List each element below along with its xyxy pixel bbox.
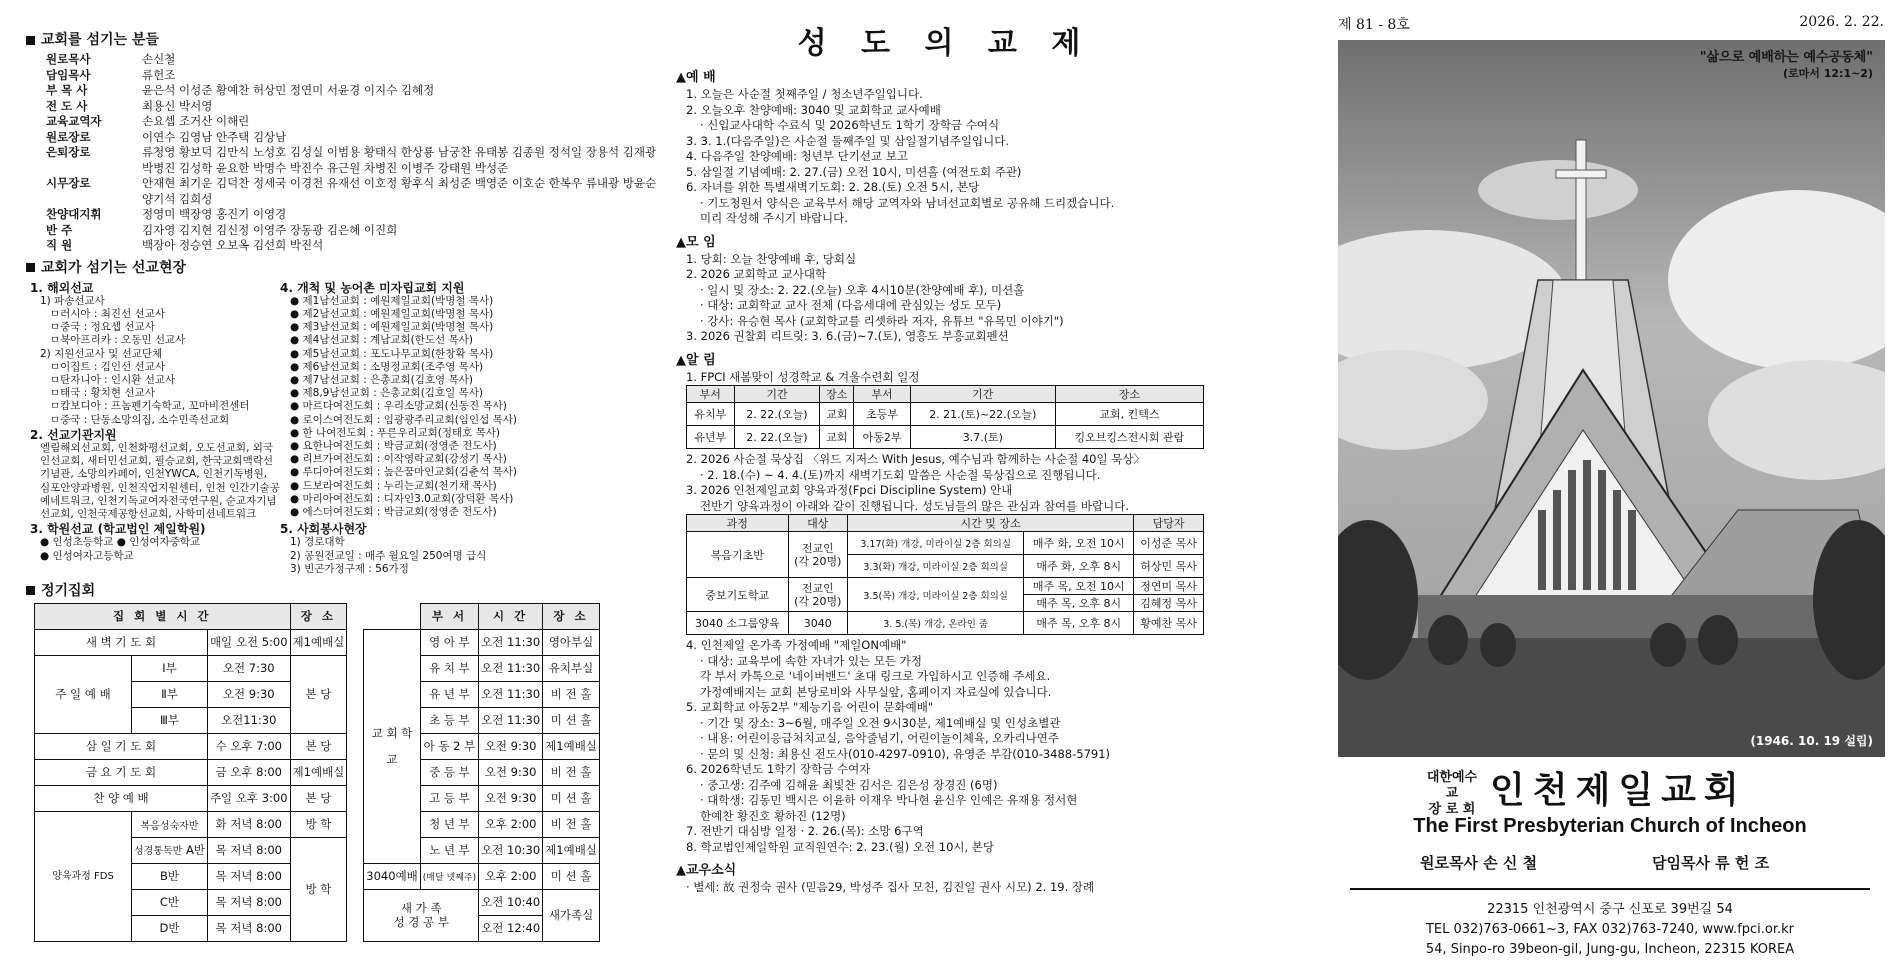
course-name: 중보기도학교: [687, 578, 789, 612]
table-row: [687, 532, 1204, 555]
table-row: [687, 403, 1204, 426]
course-leader: 이성준 목사: [1134, 532, 1204, 555]
staff-heading: 교회를 섬기는 분들: [26, 29, 660, 49]
table-cell: 3.7.(토): [910, 426, 1055, 449]
list-item: ● 제1남선교회 : 예원제일교회(박명철 목사): [290, 294, 494, 307]
list-item: ● 인성여자고등학교: [40, 549, 134, 562]
list-item: ● 리브가여전도회 : 이작영락교회(강성기 목사): [290, 453, 507, 466]
table-row: [364, 889, 600, 915]
worship-list: [660, 87, 1230, 227]
staff-row: [46, 114, 660, 130]
list-item: ● 제6남선교회 : 소명정교회(조주영 목사): [290, 360, 484, 373]
mission-section: [30, 280, 660, 576]
notice-line: 1. 오늘은 사순절 첫째주일 / 청소년주일입니다.: [686, 87, 923, 101]
list-item: ● 제3남선교회 : 예원제일교회(박명철 목사): [290, 321, 494, 334]
staff-names: 손신철: [142, 52, 176, 66]
dept-place: 제1예배실: [543, 837, 600, 863]
schedule-tables: [34, 603, 660, 942]
dept-time: 오전 11:30: [479, 707, 543, 733]
list-item: ● 제5남선교회 : 포도나무교회(한창확 목사): [290, 347, 494, 360]
dept-time: 오전 10:40: [479, 889, 543, 915]
dept-place: 비 전 홀: [543, 811, 600, 837]
dept-place: 미 션 홀: [543, 707, 600, 733]
school-list: [30, 536, 280, 562]
meeting-list: [660, 252, 1230, 345]
course-start: 3.5(목) 개강, 미라이실 2층 회의실: [847, 578, 1023, 612]
mission-col-1: 1. 해외선교 1) 파송선교사 ㅁ러시아 : 최진선 선교사 ㅁ중국 : 정요셉 선교사 ㅁ북아프리카 : 오동민 선교사 2) 지원선교사 및 선교단체 ㅁ이집트 : 김인선 선교사 ㅁ탄자니아 : 인시환 선교사 ㅁ태국 : 황치현 선교사 ㅁ캄보디아 : 프놈펜기숙학교, 꼬마비전센터 ㅁ중국 : 단동소망의집, 소수민족선교회 2. 선교기관지원 엘림해외선교회, 인천화평선교회, 오도선교회, 외국인선교회, 새터민선교회, 필승교회, 한국교회맥락선기념관, 소망의카페이, 인천YWCA, 인천기독병원, 심포안양과병원, 인천직업지원센터, 인천 인간기술공예네트워크, 인천기독교여자전국연구원, 순교자기념선교회, 인천국제공항선교회, 사학미션네트워크 3. 학원선교 (학교법인 제일학원) ● 인성초등학교 ● 인성여자중학교 ● 인성여자고등학교: [30, 280, 280, 562]
list-item: ● 제4남선교회 : 계남교회(한도선 목사): [290, 334, 473, 347]
church-building-illustration: [1338, 40, 1885, 757]
list-item: ㅁ이집트 : 김인선 선교사: [50, 360, 165, 373]
church-name: 인천제일교회: [1490, 770, 1747, 811]
pastor-emeritus: 원로목사 손 신 철: [1420, 854, 1538, 872]
staff-names: 윤은석 이성준 황예찬 허상민 정연미 서윤경 이지수 김혜정: [142, 83, 435, 97]
list-item: 2) 공원전교일 : 매주 월요일 250여명 급식: [290, 549, 487, 562]
course-name: 복음기초반: [687, 532, 789, 578]
staff-role: 원로장로: [46, 129, 91, 144]
staff-row: [46, 223, 660, 239]
meeting-heading: ▲모 임: [676, 234, 716, 250]
table-row: [364, 629, 600, 655]
staff-role: 은퇴장로: [46, 145, 91, 159]
list-item: ● 제8,9남선교회 : 은총교회(김호일 목사): [290, 387, 483, 400]
notice-heading: ▲알 림: [676, 352, 716, 368]
list-item: ㅁ중국 : 단동소망의집, 소수민족선교회: [50, 413, 230, 426]
list-item: ● 인성초등학교 ● 인성여자중학교: [40, 536, 201, 549]
column-header: 기간: [734, 386, 820, 403]
square-bullet-icon: [26, 263, 35, 272]
staff-role: 담임목사: [46, 67, 91, 82]
church-name-english: The First Presbyterian Church of Incheon: [1413, 815, 1807, 837]
dept-time: 오전 11:30: [479, 655, 543, 681]
dept-time: 오전 12:40: [479, 915, 543, 941]
course-time: 매주 목, 오전 10시: [1024, 578, 1134, 595]
news-heading: ▲교우소식: [676, 863, 737, 878]
table-row: [687, 426, 1204, 449]
staff-names: 김자영 김지현 김신정 이영주 장동광 김은혜 이진희: [142, 222, 398, 237]
dept-place: 영아부실: [543, 629, 600, 655]
staff-role: 원로목사: [46, 52, 91, 66]
camp-schedule-table: [686, 385, 1204, 449]
cover-page: [1330, 0, 1898, 979]
discipleship-table: [686, 514, 1204, 635]
dept-name: 아 동 2 부: [420, 733, 478, 759]
table-cell: 초등부: [854, 403, 911, 426]
course-target: 전교인 (각 20명): [788, 578, 847, 612]
list-item: 1) 경로대학: [290, 536, 345, 549]
dept-name: 영 아 부: [420, 629, 478, 655]
dept-name: 중 등 부: [420, 759, 478, 785]
staff-row: [46, 130, 660, 146]
mission-col-2: 4. 개척 및 농어촌 미자립교회 지원 ● 제1남선교회 : 예원제일교회(박명철 목사) ● 제2남선교회 : 예원제일교회(박명철 목사) ● 제3남선교회 : 예원제일교회(박명철 목사) ● 제4남선교회 : 계남교회(한도선 목사) ● 제5남선교회 : 포도나무교회(한창확 목사) ● 제6남선교회 : 소명정교회(조주영 목사) ● 제7남선교회 : 은총교회(김호영 목사) ● 제8,9남선교회 : 은총교회(김호일 목사) ● 마르다여전도회 : 우리소망교회(신동진 목사) ● 로이스여전도회 : 임광광주리교회(임인섭 목사) ● 한 나여전도회 : 푸른우리교회(정태호 목사) ● 요한나여전도회 : 박금교회(정영준 전도사) ● 리브가여전도회 : 이작영락교회(강성기 목사) ● 루디아여전도회 : 높은꿈마인교회(김춘석 목사) ● 드보라여전도회 : 누리는교회(천기채 목사) ● 마리아여전도회 : 디자인3.0교회(장덕환 목사) ● 에스더여전도회 : 박금교회(정영준 전도사) 5. 사회봉사현장 1) 경로대학 2) 공원전교일 : 매주 월요일 250여명 급식 3) 빈곤가정구제 : 56가정: [280, 280, 620, 576]
table-header-row: [687, 386, 1204, 403]
staff-role: 반 주: [46, 222, 73, 237]
table-row: [364, 863, 600, 889]
course-start: 3. 5.(목) 개강, 온라인 줌: [847, 612, 1023, 635]
staff-row: [46, 52, 660, 68]
notice-line: 전반기 양육과정이 아래와 같이 진행됩니다. 성도님들의 많은 관심과 참여를 바랍니다.: [700, 498, 1130, 513]
notice-line: 6. 자녀를 위한 특별새벽기도회: 2. 28.(토) 오전 5시, 본당: [686, 180, 980, 194]
list-item: ● 에스더여전도회 : 박금교회(정영준 전도사): [290, 505, 497, 518]
dept-time: 오전 10:30: [479, 837, 543, 863]
staff-row: [46, 238, 660, 254]
notice-line: 1. 당회: 오늘 찬양예배 후, 당회실: [686, 251, 857, 266]
staff-role: 찬양대지휘: [46, 207, 102, 221]
list-item: ㅁ태국 : 황치현 선교사: [50, 387, 155, 400]
issue-date: 2026. 2. 22.: [1799, 14, 1884, 30]
list-item: ● 요한나여전도회 : 박금교회(정영준 전도사): [290, 439, 497, 452]
dept-time: 오전 9:30: [479, 733, 543, 759]
dept-name: 3040예배: [364, 863, 420, 889]
list-item: ● 제2남선교회 : 예원제일교회(박명철 목사): [290, 307, 494, 320]
dept-name: 새 가 족 성 경 공 부: [364, 889, 479, 941]
dept-name: 노 년 부: [420, 837, 478, 863]
notice-line: 7. 전반기 대심방 일정 · 2. 26.(목): 소망 6구역: [686, 824, 924, 838]
list-item: ㅁ탄자니아 : 인시환 선교사: [50, 373, 176, 386]
dept-place: 비 전 홀: [543, 759, 600, 785]
course-time: 매주 화, 오후 8시: [1024, 555, 1134, 578]
staff-names: 류청영 황보덕 김만식 노성호 김성실 이범용 황태식 한상룡 남궁찬 유태봉 김종원 정석일 장용석 김재광 박병진 김성학 윤요한 박명수 박진수 유근원 차병진 이병주 강태원 박성준: [142, 145, 657, 175]
dept-time: 오전 11:30: [479, 681, 543, 707]
staff-row: [46, 176, 660, 207]
list-item: ● 루디아여전도회 : 높은꿈마인교회(김춘석 목사): [290, 466, 517, 479]
notice-line: · 대상: 교회학교 교사 전체 (다음세대에 관심있는 성도 모두): [700, 298, 1002, 312]
list-item: ㅁ중국 : 정요셉 선교사: [50, 321, 155, 334]
list-item: ● 한 나여전도회 : 푸른우리교회(정태호 목사): [290, 426, 501, 439]
staff-row: [46, 83, 660, 99]
notice-line: 한예찬 황진호 황하진 (12명): [700, 808, 846, 823]
staff-names: 이연수 김영남 안주택 김상남: [142, 129, 287, 144]
list-item: 3) 빈곤가정구제 : 56가정: [290, 562, 409, 575]
notice-list-2: [660, 452, 1230, 514]
notice-line: · 문의 및 신청: 최용신 전도사(010-4297-0910), 유영준 부감(010-3488-5791): [700, 746, 1111, 761]
notice-line: 6. 2026학년도 1학기 장학금 수여자: [686, 762, 871, 776]
notice-line: 미리 작성해 주시기 바랍니다.: [700, 211, 848, 225]
course-start: 3.17(화) 개강, 미라이실 2층 회의실: [847, 532, 1023, 555]
dept-place: 유치부실: [543, 655, 600, 681]
notice-line: 2. 2026 사순절 묵상집 〈위드 지저스 With Jesus, 예수님과 함께하는 사순절 40일 묵상〉: [686, 452, 1145, 466]
mission-heading: 교회가 섬기는 선교현장: [26, 257, 660, 277]
issue-number: 제 81 - 8호: [1338, 17, 1410, 33]
table-row: [687, 612, 1204, 635]
course-leader: 허상민 목사: [1134, 555, 1204, 578]
course-leader: 정연미 목사: [1134, 578, 1204, 595]
table-cell: 2. 21.(토)~22.(오늘): [910, 403, 1055, 426]
course-leader: 김혜정 목사: [1134, 595, 1204, 612]
dept-time: 오후 2:00: [479, 863, 543, 889]
column-header: 부서: [687, 386, 735, 403]
social-service-list: [280, 536, 620, 576]
support-list: [30, 361, 280, 427]
column-header: 장소: [1055, 386, 1203, 403]
column-header: 담당자: [1134, 515, 1204, 532]
notice-line: 4. 인천제일 온가족 가정예배 "제일ON예배": [686, 638, 907, 652]
staff-role: 전 도 사: [46, 98, 88, 113]
dept-name: 유 년 부: [420, 681, 478, 707]
course-target: 3040: [788, 612, 847, 635]
notice-line: 2. 오늘오후 찬양예배: 3040 및 교회학교 교사예배: [686, 102, 941, 117]
list-item: ● 마르다여전도회 : 우리소망교회(신동진 목사): [290, 400, 507, 413]
middle-page: 성 도 의 교 제 ▲예 배 1. 오늘은 사순절 첫째주일 / 청소년주일입니다. 2. 오늘오후 찬양예배: 3040 및 교회학교 교사예배 · 신입교사대학 수료식 및 2026학년도 1학기 장학금 수여식 3. 3. 1.(다음주일)은 사순절 둘째주일 및 삼일절기념주일입니다. 4. 다음주일 찬양예배: 청년부 단기선교 보고 5. 삼일절 기념예배: 2. 27.(금) 오전 10시, 미션홀 (여전도회 주관) 6. 자녀를 위한 특별새벽기도회: 2. 28.(토) 오전 5시, 본당 · 기도청원서 양식은 교육부서 해당 교역자와 남녀선교회별로 공유해 드리겠습니다. 미리 작성해 주시기 바랍니다. ▲모 임 1. 당회: 오늘 찬양예배 후, 당회실 2. 2026 교회학교 교사대학 · 일시 및 장소: 2. 22.(오늘) 오후 4시10분(찬양예배 후), 미션홀 · 대상: 교회학교 교사 전체 (다음세대에 관심있는 성도 모두) · 강사: 유승현 목사 (교회학교를 리셋하라 저자, 유튜브 "유목민 이야기") 3. 2026 권찰회 리트릿: 3. 6.(금)~7.(토), 영흥도 부흥교회펜션 ▲알 림 1. FPCI 새봄맞이 성경학교 & 겨울수련회 일정 부서 기간 장소 부서 기간 장소 유치부 2. 22.(오늘) 교회 초등부 2. 21.(토)~22.(오늘) 교회, 킨텍스 유년부 2. 22.(오늘) 교회 아동2부 3.7.(토) 킹오브킹스전시회 관람 2. 2026 사순절 묵상집 〈위드 지저스 With Jesus, 예수님과 함께하는 사순절 40일 묵상〉 · 2. 18.(수) ~ 4. 4.(토)까지 새벽기도회 말씀은 사순절 묵상집으로 진행됩니다. 3. 2026 인천제일교회 양육과정(Fpci Discipline System) 안내 전반기 양육과정이 아래와 같이 진행됩니다. 성도님들의 많은 관심과 참여를 바랍니다. 과정 대상 시간 및 장소 담당자 복음기초반 전교인 (각 20명) 3.17(화) 개강, 미라이실 2층 회의실 매주 화, 오전 10시 이성준 목사 3.3(화) 개강, 미라이실 2층 회의실 매주 화, 오후 8시 허상민 목사 중보기도학교 전교인 (각 20명) 3.5(목) 개강, 미라이실 2층 회의실 매주 목, 오전 10시 정연미 목사 매주 목, 오후 8시 김혜정 목사 3040 소그룹양육 3040 3. 5.(목) 개강, 온라인 줌 매주 목, 오후 8시 황예찬 목사 4. 인천제일 온가족 가정예배 "제일ON예배" · 대상: 교육부에 속한 자녀가 있는 모든 가정 각 부서 카톡으로 '네이버밴드' 초대 링크로 가입하시고 인증해 주세요. 가정예배지는 교회 본당로비와 사무실앞, 홈페이지 자료실에 있습니다. 5. 교회학교 아동2부 "제능기음 어린이 문화예배" · 기간 및 장소: 3~6월, 매주일 오전 9시30분, 제1예배실 및 인성초별관 · 내용: 어린이응급처치교실, 음악줄넘기, 어린이놀이체육, 오카리나연주 · 문의 및 신청: 최용신 전도사(010-4297-0910), 유영준 부감(010-3488-5791) 6. 2026학년도 1학기 장학금 수여자 · 중고생: 김주예 김해윤 최빛찬 김서은 김은성 장경진 (6명) · 대학생: 김동민 백시은 이윤하 이재우 박나현 윤신우 인예은 유재용 정서현 한예찬 황진호 황하진 (12명) 7. 전반기 대심방 일정 · 2. 26.(목): 소망 6구역 8. 학교법인제일학원 교직원연수: 2. 23.(월) 오전 10시, 본당 ▲교우소식 · 별세: 故 권정숙 권사 (믿음29, 박성주 집사 모친, 김진일 권사 시모) 2. 19. 장례: [660, 0, 1230, 979]
address-block: 22315 인천광역시 중구 신포로 39번길 54 TEL 032)763-0661~3, FAX 032)763-7240, www.fpci.or.kr 54, Sinpo-ro 39beon-gil, Jung-gu, Incheon, 22315 KOREA: [1425, 902, 1795, 957]
notice-line: 2. 2026 교회학교 교사대학: [686, 267, 827, 281]
dept-time: 오후 2:00: [479, 811, 543, 837]
table-cell: 유년부: [687, 426, 735, 449]
dept-time: 오전 9:30: [479, 785, 543, 811]
notice-line: · 중고생: 김주예 김해윤 최빛찬 김서은 김은성 장경진 (6명): [700, 777, 998, 792]
dept-place: 제1예배실: [543, 733, 600, 759]
course-time: 매주 목, 오후 8시: [1024, 612, 1134, 635]
staff-row: [46, 145, 660, 176]
staff-role: 교육교역자: [46, 114, 102, 128]
course-start: 3.3(화) 개강, 미라이실 2층 회의실: [847, 555, 1023, 578]
staff-names: 백장아 정승연 오보옥 김선희 박진석: [142, 238, 324, 252]
staff-names: 안재현 최기운 김덕찬 정세국 이경천 유재선 이호정 황후식 최성준 백영준 이호순 한복우 류내광 방윤순 양기석 김희성: [142, 176, 657, 206]
dept-time: 오전 11:30: [479, 629, 543, 655]
staff-names: 정영미 백장영 홍진기 이영경: [142, 207, 287, 221]
list-item: ● 제7남선교회 : 은총교회(김호영 목사): [290, 373, 473, 386]
divider: [1350, 888, 1870, 890]
notice-line: · 기도청원서 양식은 교육부서 해당 교역자와 남녀선교회별로 공유해 드리겠습니다.: [700, 195, 1115, 210]
dept-note: (매달 넷째주): [420, 863, 478, 889]
column-header: 대상: [788, 515, 847, 532]
dept-name: 고 등 부: [420, 785, 478, 811]
notice-line: · 기간 및 장소: 3~6월, 매주일 오전 9시30분, 제1예배실 및 인성초별관: [700, 715, 1061, 730]
table-cell: 교회: [820, 403, 854, 426]
notice-line: · 강사: 유승현 목사 (교회학교를 리셋하라 저자, 유튜브 "유목민 이야기"): [700, 313, 1064, 328]
notice-line: 4. 다음주일 찬양예배: 청년부 단기선교 보고: [686, 149, 908, 163]
senior-pastor: 담임목사 류 헌 조: [1652, 854, 1770, 872]
staff-list: [0, 52, 660, 254]
notice-line: · 일시 및 장소: 2. 22.(오늘) 오후 4시10분(찬양예배 후), 미션홀: [700, 282, 1025, 297]
denomination: 대한예수교 장 로 회: [1426, 770, 1478, 817]
school-side-label: 교 회 학 교: [364, 629, 420, 863]
notice-line: · 대학생: 김동민 백시은 이윤하 이재우 박나현 윤신우 인예은 유재용 정서현: [700, 793, 1078, 807]
church-photo: [1338, 40, 1885, 757]
news-item: · 별세: 故 권정숙 권사 (믿음29, 박성주 집사 모친, 김진일 권사 시모) 2. 19. 장례: [686, 880, 1095, 894]
department-schedule-table: 부 서 시 간 장 소 교 회 학 교 영 아 부 오전 11:30 영아부실 유 치 부 오전 11:30 유치부실 유 년 부 오전 11:30 비 전 홀 초 등 부 오전 11:30 미 션 홀 아 동 2 부 오전 9:30 제1예배실 중 등 부 오전 9:30 비 전 홀 고 등 부 오전 9:30 미 션 홀 청 년 부 오후 2:00 비 전 홀 노 년 부 오전 10:30 제1예배실 3040예배 (매달 넷째주) 오후 2:00 미 션 홀 새 가 족 성 경 공 부 오전 10:40 새가족실 오전 12:40: [363, 603, 600, 942]
staff-row: [46, 68, 660, 84]
list-item: ㅁ러시아 : 최진선 선교사: [50, 307, 165, 320]
church-support-list: [280, 295, 620, 519]
notice-line: 5. 삼일절 기념예배: 2. 27.(금) 오전 10시, 미션홀 (여전도회 주관): [686, 164, 1022, 179]
notice-line: 가정예배지는 교회 본당로비와 사무실앞, 홈페이지 자료실에 있습니다.: [700, 684, 1052, 699]
table-cell: 교회: [820, 426, 854, 449]
course-leader: 황예찬 목사: [1134, 612, 1204, 635]
staff-row: [46, 207, 660, 223]
notice-line: 3. 2026 인천제일교회 양육과정(Fpci Discipline System) 안내: [686, 483, 1013, 497]
column-header: 부서: [854, 386, 911, 403]
notice-line: 5. 교회학교 아동2부 "제능기음 어린이 문화예배": [686, 700, 934, 714]
column-header: 기간: [910, 386, 1055, 403]
table-cell: 교회, 킨텍스: [1055, 403, 1203, 426]
worship-schedule-table: 집 회 별 시 간 장 소 새 벽 기 도 회 매일 오전 5:00 제1예배실 주 일 예 배 Ⅰ부 오전 7:30 본 당 Ⅱ부 오전 9:30 Ⅲ부 오전11:30 삼 일 기 도 회 수 오후 7:00 본 당 금 요 기 도 회 금 오후 8:00 제1예배실 찬 양 예 배 주일 오후 3:00 본 당 양육과정 FDS 복음성숙자반 화 저녁 8:00 방 학 성경통독반 A반 목 저녁 8:00 방 학 B반 목 저녁 8:00 C반 목 저녁 8:00 D반 목 저녁 8:00: [34, 603, 347, 942]
list-item: ● 로이스여전도회 : 임광광주리교회(임인섭 목사): [290, 413, 517, 426]
dept-place: 비 전 홀: [543, 681, 600, 707]
notice-line: 3. 2026 권찰회 리트릿: 3. 6.(금)~7.(토), 영흥도 부흥교회펜션: [686, 329, 1009, 343]
table-cell: 유치부: [687, 403, 735, 426]
staff-names: 류헌조: [142, 67, 176, 82]
notice-list-3: [660, 638, 1230, 855]
notice-line: 3. 3. 1.(다음주일)은 사순절 둘째주일 및 삼일절기념주일입니다.: [686, 133, 1009, 148]
missionary-list: [30, 308, 280, 348]
square-bullet-icon: [26, 36, 35, 45]
staff-names: 손요셉 조거산 이해린: [142, 114, 250, 128]
column-header: 장소: [820, 386, 854, 403]
column-header: 시간 및 장소: [847, 515, 1133, 532]
table-cell: 아동2부: [854, 426, 911, 449]
list-item: ㅁ캄보디아 : 프놈펜기숙학교, 꼬마비전센터: [50, 400, 250, 413]
notice-line: · 신입교사대학 수료식 및 2026학년도 1학기 장학금 수여식: [700, 118, 1000, 132]
dept-place: 미 션 홀: [543, 863, 600, 889]
founded-date: (1946. 10. 19 설립): [1750, 734, 1873, 748]
list-item: ㅁ북아프리카 : 오동민 선교사: [50, 334, 186, 347]
notice-line: · 내용: 어린이응급처치교실, 음악줄넘기, 어린이놀이체육, 오카리나연주: [700, 731, 1059, 745]
dept-name: 유 치 부: [420, 655, 478, 681]
table-row: [687, 578, 1204, 595]
course-target: 전교인 (각 20명): [788, 532, 847, 578]
motto: "삶으로 예배하는 예수공동체" (로마서 12:1~2): [1699, 50, 1873, 80]
table-cell: 2. 22.(오늘): [734, 403, 820, 426]
square-bullet-icon: [26, 586, 35, 595]
dept-name: 초 등 부: [420, 707, 478, 733]
column-header: 과정: [687, 515, 789, 532]
course-name: 3040 소그룹양육: [687, 612, 789, 635]
notice-line: · 대상: 교육부에 속한 자녀가 있는 모든 가정: [700, 653, 922, 668]
staff-role: 부 목 사: [46, 83, 88, 97]
dept-name: 청 년 부: [420, 811, 478, 837]
dept-place: 새가족실: [543, 889, 600, 941]
table-cell: 킹오브킹스전시회 관람: [1055, 426, 1203, 449]
dept-time: 오전 9:30: [479, 759, 543, 785]
dept-place: 미 션 홀: [543, 785, 600, 811]
worship-heading: ▲예 배: [676, 70, 716, 85]
notice-line: 각 부서 카톡으로 '네이버밴드' 초대 링크로 가입하시고 인증해 주세요.: [700, 669, 1051, 683]
list-item: ● 드보라여전도회 : 누리는교회(천기채 목사): [290, 479, 497, 492]
course-time: 매주 목, 오후 8시: [1024, 595, 1134, 612]
staff-role: 직 원: [46, 238, 73, 252]
notice-line: · 2. 18.(수) ~ 4. 4.(토)까지 새벽기도회 말씀은 사순절 묵상집으로 진행됩니다.: [700, 467, 1101, 482]
table-header-row: [687, 515, 1204, 532]
left-page: [0, 0, 660, 979]
list-item: ● 마리아여전도회 : 디자인3.0교회(장덕환 목사): [290, 492, 514, 505]
staff-row: [46, 99, 660, 115]
table-cell: 2. 22.(오늘): [734, 426, 820, 449]
notice-line: 8. 학교법인제일학원 교직원연수: 2. 23.(월) 오전 10시, 본당: [686, 839, 995, 854]
page-title: 성 도 의 교 제: [797, 26, 1093, 61]
staff-role: 시무장로: [46, 176, 91, 190]
schedule-heading: 정기집회: [26, 580, 660, 600]
course-time: 매주 화, 오전 10시: [1024, 532, 1134, 555]
staff-names: 최용신 박서영: [142, 98, 213, 113]
